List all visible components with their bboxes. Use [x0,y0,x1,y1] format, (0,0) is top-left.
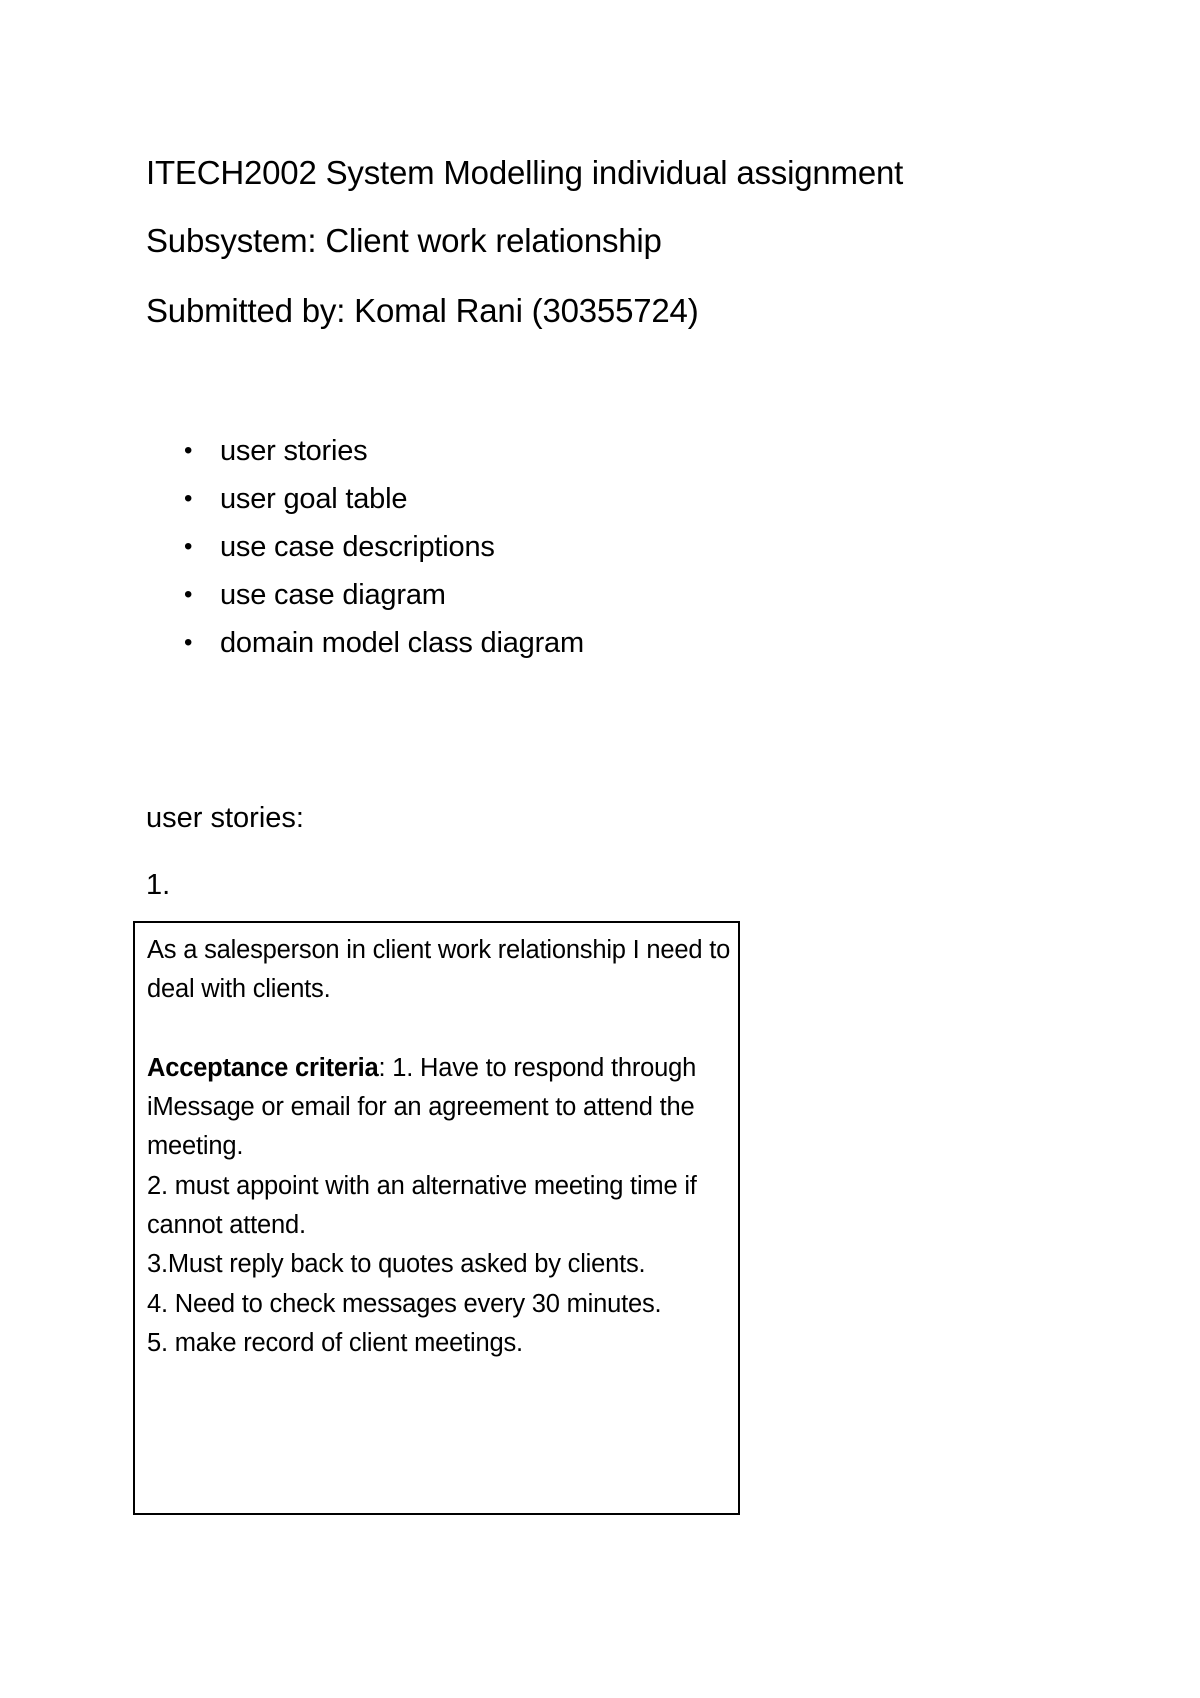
user-story-text [147,931,737,1363]
contents-item-label: use case descriptions [220,531,495,563]
story-statement: As a salesperson in client work relationship I need to deal with clients. [147,936,731,1004]
contents-item-label: user stories [220,435,368,467]
paragraph-gap [147,1010,737,1049]
acceptance-criterion: 5. make record of client meetings. [147,1328,523,1357]
acceptance-criterion: 4. Need to check messages every 30 minutes. [147,1289,662,1318]
bullet-icon: • [184,485,193,512]
contents-list [184,427,584,667]
acceptance-criterion: 3.Must reply back to quotes asked by clients. [147,1250,646,1279]
bullet-icon: • [184,581,193,608]
story-number: 1. [146,869,171,901]
user-stories-heading: user stories: [146,802,304,834]
acceptance-criterion: 2. must appoint with an alternative meeting time if cannot attend. [147,1171,697,1240]
bullet-icon: • [184,629,193,656]
contents-item-label: user goal table [220,483,408,515]
contents-item [184,475,584,523]
acceptance-criteria [147,1049,737,1167]
bullet-icon: • [184,533,193,560]
document-title: ITECH2002 System Modelling individual assignment [146,154,904,191]
subsystem-line: Subsystem: Client work relationship [146,222,662,259]
contents-item [184,427,584,475]
user-story-card [133,921,740,1515]
contents-item [184,571,584,619]
submitted-by-line: Submitted by: Komal Rani (30355724) [146,292,699,329]
bullet-icon: • [184,437,193,464]
contents-item [184,523,584,571]
contents-item-label: use case diagram [220,579,446,611]
contents-item-label: domain model class diagram [220,627,584,659]
acceptance-criteria-label: Acceptance criteria [147,1053,379,1082]
contents-item [184,619,584,667]
acceptance-criterion: : 1. Have to respond through iMessage or email for an agreement to attend the meeting. [147,1053,697,1161]
